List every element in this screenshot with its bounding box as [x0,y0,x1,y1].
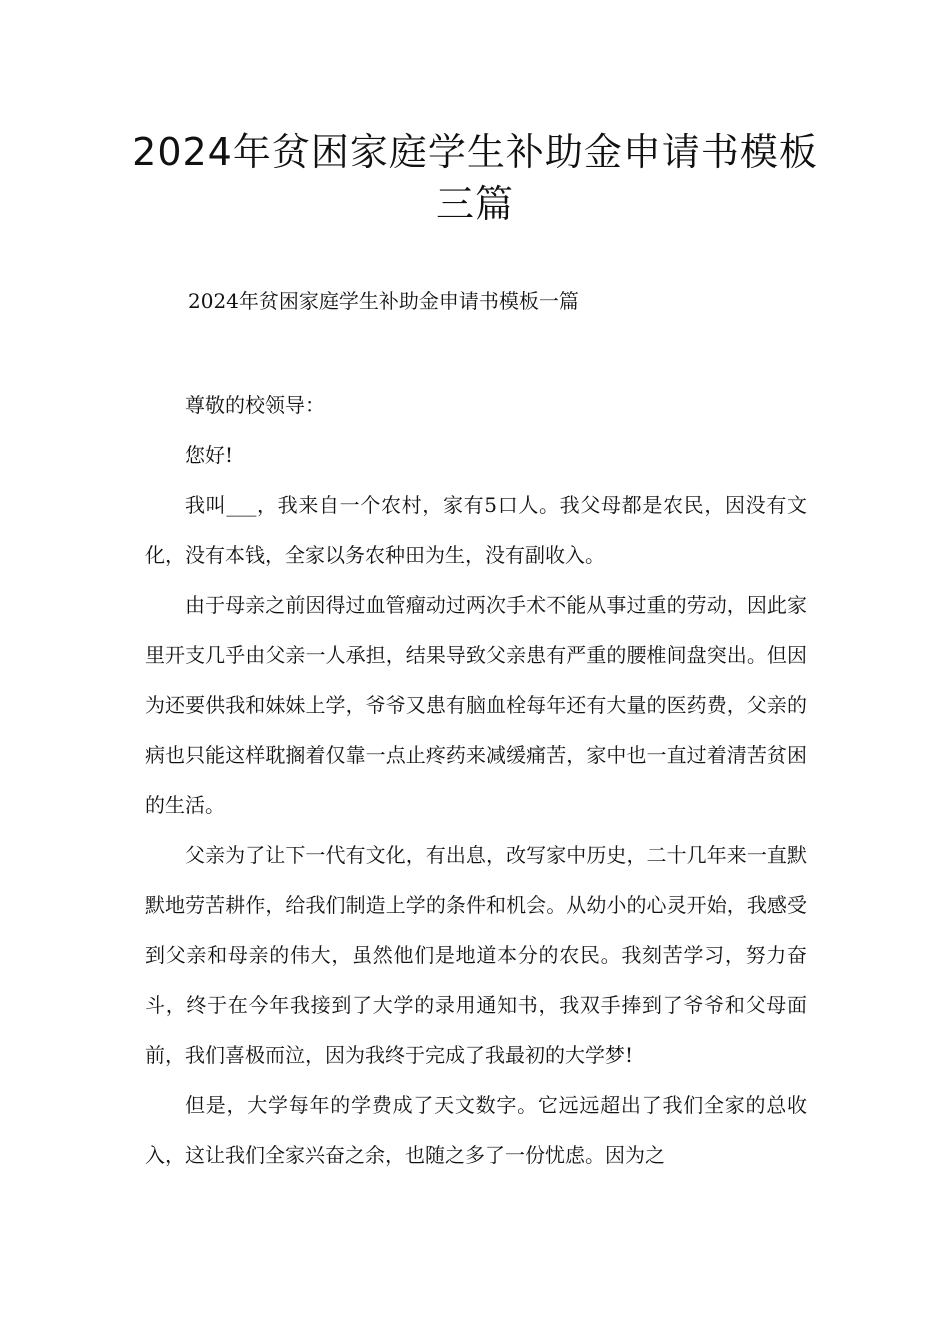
paragraph: 由于母亲之前因得过血管瘤动过两次手术不能从事过重的劳动，因此家里开支几乎由父亲一人承担，结果导致父亲患有严重的腰椎间盘突出。但因为还要供我和妹妹上学，爷爷又患有脑血栓每年还有大量的医药费，父亲的病也只能这样耽搁着仅靠一点止疼药来减缓痛苦，家中也一直过着清苦贫困的生活。 [145,593,807,817]
paragraph: 但是，大学每年的学费成了天文数字。它远远超出了我们全家的总收入，这让我们全家兴奋之余，也随之多了一份忧虑。因为之 [145,1093,807,1167]
section-subtitle: 2024年贫困家庭学生补助金申请书模板一篇 [188,289,579,313]
paragraph: 我叫___，我来自一个农村，家有5口人。我父母都是农民，因没有文化，没有本钱，全家以务农种田为生，没有副收入。 [145,493,807,567]
title-line-1: 2024年贫困家庭学生补助金申请书模板 [132,130,818,174]
title-line-2: 三篇 [435,182,514,226]
paragraph: 父亲为了让下一代有文化，有出息，改写家中历史，二十几年来一直默默地劳苦耕作，给我们制造上学的条件和机会。从幼小的心灵开始，我感受到父亲和母亲的伟大，虽然他们是地道本分的农民。我刻苦学习，努力奋斗，终于在今年我接到了大学的录用通知书，我双手捧到了爷爷和父母面前，我们喜极而泣，因为我终于完成了我最初的大学梦! [145,843,807,1067]
document-title [120,126,830,230]
greeting: 您好! [185,443,234,467]
salutation: 尊敬的校领导： [185,393,325,417]
letter-body [145,380,807,1180]
